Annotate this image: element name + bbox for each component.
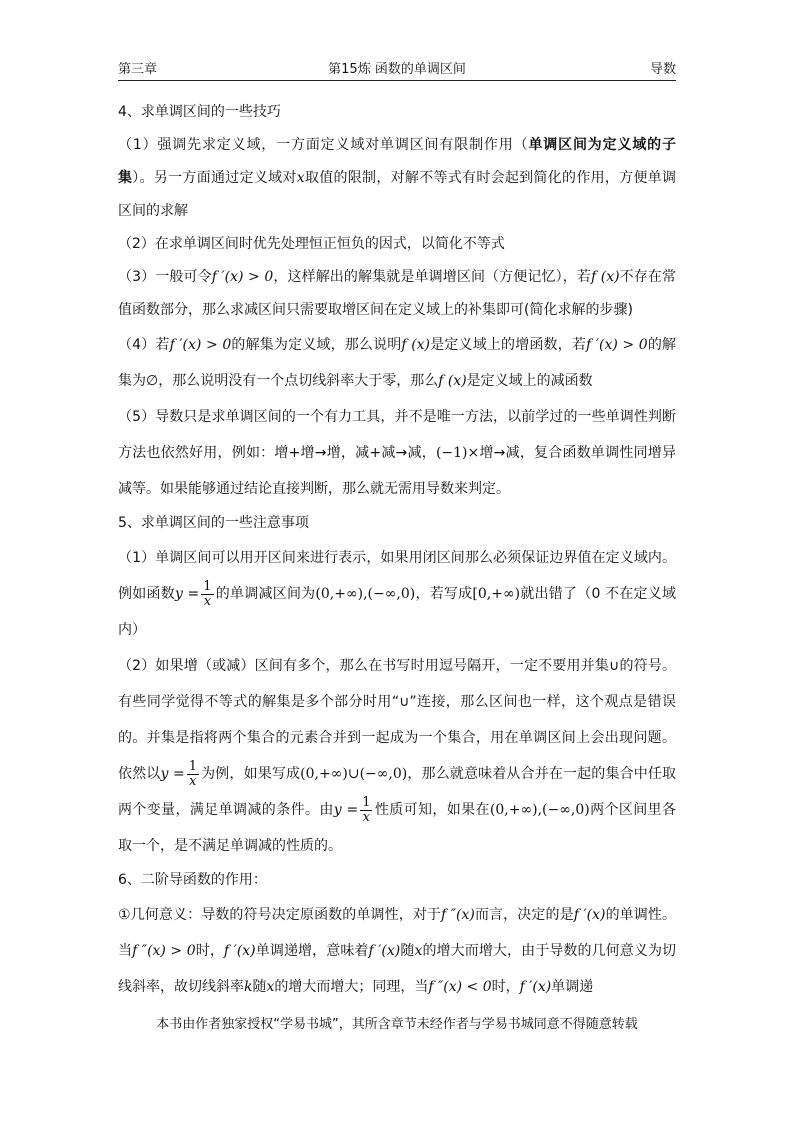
section-5-title: 5、求单调区间的一些注意事项	[118, 515, 309, 531]
emphasis-subset: 单调区间为定义域的子集	[118, 137, 677, 186]
second-derivative-geometry: ①几何意义：导数的符号决定原函数的单调性，对于f ″(x)而言，决定的是f ′(x)的单调性。当f ″(x) > 0时，f ′(x)单调递增，意味着f ′(x)随x的增大而增大，由于导数的几何意义为切线斜率，故切线斜率k随x的增大而增大；同理，当f ″(x) < 0时，f ′(x)单调递	[118, 907, 677, 995]
tip-4-1: （1）强调先求定义域，一方面定义域对单调区间有限制作用（单调区间为定义域的子集）。另一方面通过定义域对x取值的限制，对解不等式有时会起到简化的作用，方便单调区间的求解	[118, 137, 677, 219]
fraction-one-over-x: $\frac{1}{x}$	[203, 578, 212, 609]
page-header	[118, 56, 676, 81]
note-5-2: （2）如果增（或减）区间有多个，那么在书写时用逗号隔开，一定不要用并集∪的符号。有些同学觉得不等式的解集是多个部分时用“∪”连接，那么区间也一样，这个观点是错误的。并集是指将两个集合的元素合并到一起成为一个集合，用在单调区间上会出现问题。依然以y = $\frac{1}{x}$ 为例，如果写成(0,+∞)∪(−∞,0)，那么就意味着从合并在一起的集合中任取两个变量，满足单调减的条件。由y = $\frac{1}{x}$ 性质可知，如果在(0,+∞),(−∞,0)两个区间里各取一个，是不满足单调减的性质的。	[118, 658, 677, 854]
section-6-title: 6、二阶导函数的作用：	[118, 872, 267, 888]
tip-4-3: （3）一般可令f ′(x) > 0，这样解出的解集就是单调增区间（方便记忆），若f (x)不存在常值函数部分，那么求减区间只需要取增区间在定义域上的补集即可(简化求解的步骤)	[118, 269, 677, 318]
section-4-title: 4、求单调区间的一些技巧	[118, 104, 281, 120]
fraction-one-over-x: $\frac{1}{x}$	[188, 758, 197, 789]
tip-4-4: （4）若f ′(x) > 0的解集为定义域，那么说明f (x)是定义域上的增函数，若f ′(x) > 0的解集为∅，那么说明没有一个点切线斜率大于零，那么f (x)是定义域上的减函数	[118, 337, 677, 389]
tip-4-5: （5）导数只是求单调区间的一个有力工具，并不是唯一方法，以前学过的一些单调性判断方法也依然好用，例如：增+增→增，减+减→减，(−1)×增→减，复合函数单调性同增异减等。如果能够通过结论直接判断，那么就无需用导数来判定。	[118, 409, 677, 497]
page-footer-copyright: 本书由作者独家授权“学易书城”，其所含章节未经作者与学易书城同意不得随意转载	[156, 1017, 638, 1032]
document-body	[118, 96, 676, 1005]
tip-4-2: （2）在求单调区间时优先处理恒正恒负的因式，以简化不等式	[118, 236, 505, 252]
header-title: 第15炼 函数的单调区间	[328, 62, 466, 77]
note-5-1: （1）单调区间可以用开区间来进行表示，如果用闭区间那么必须保证边界值在定义域内。例如函数y = $\frac{1}{x}$ 的单调减区间为(0,+∞),(−∞,0)，若写成[0,+∞)就出错了（0 不在定义域内）	[118, 550, 677, 638]
header-subject: 导数	[649, 62, 676, 77]
fraction-one-over-x: $\frac{1}{x}$	[362, 794, 371, 825]
header-chapter: 第三章	[118, 62, 158, 77]
